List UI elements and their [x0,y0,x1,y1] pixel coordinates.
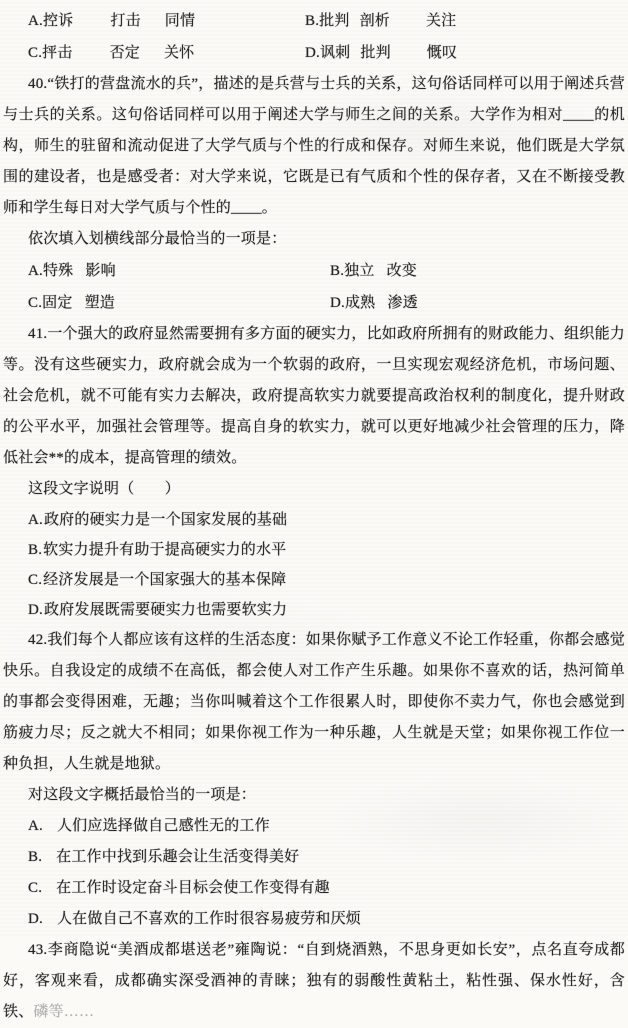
option-a [28,255,330,287]
option-a-label: A.特殊 [28,263,74,279]
option-b-word-2: 改变 [386,263,417,279]
question-42-prompt: 对这段文字概括最恰当的一项是： [28,787,257,803]
question-41-options [3,505,625,625]
option-d-word-3: 慨叹 [426,45,458,61]
question-42-options [3,811,625,935]
option-b-label: B. [28,849,43,865]
option-d [28,904,625,935]
question-43-stem [3,935,625,1028]
option-a-word-2: 影响 [85,263,116,279]
option-c-word-2: 否定 [109,45,140,61]
option-a-label: A.控诉 [28,13,74,29]
option-c-word-2: 塑造 [84,295,115,311]
option-d [28,595,625,625]
question-40-stem: 40.“铁打的营盘流水的兵”，描述的是兵营与士兵的关系，这句俗话同样可以用于阐述兵营与士兵的关系。这句俗话同样可以用于阐述大学与师生之间的关系。大学作为相对____的机构，师生的驻留和流动促进了大学气质与个性的行成和保存。对师生来说，他们既是大学氛围的建设者，也是感受者：对大学来说，它既是已有气质和个性的保存者，又在不断接受教师和学生每日对大学气质与个性的____。 [3,76,625,216]
option-b-label: B.批判 [305,13,350,29]
option-c-label: C.抨击 [28,45,73,61]
option-c-label: C.固定 [28,295,73,311]
option-d-label: D. [28,911,43,927]
option-d-label: D.成熟 [330,295,376,311]
option-c [28,37,305,69]
option-d-word-2: 渗透 [387,295,418,311]
question-39-options-row-1 [3,5,625,37]
option-c-word-3: 关怀 [163,45,195,61]
question-43-clipped-text: 磷等…… [33,1004,95,1020]
question-40-prompt: 依次填入划横线部分最恰当的一项是： [28,231,287,247]
option-b [28,842,625,873]
option-a-text: 人们应选择做自己感性无的工作 [56,818,270,834]
question-39-options-row-2 [3,37,625,69]
option-c [28,565,625,595]
option-a-text: 政府的硬实力是一个国家发展的基础 [43,512,288,528]
option-a-label: A. [28,818,43,834]
question-42-stem: 42.我们每个人都应该有这样的生活态度：如果你赋予工作意义不论工作轻重，你都会感觉快乐。自我设定的成绩不在高低，都会使人对工作产生乐趣。如果你不喜欢的话，热河简单的事都会变得困难，无趣；当你叫喊着这个工作很累人时，即使你不卖力气，你也会感觉到筋疲力尽；反之就大不相同；如果你视工作为一种乐趣，人生就是天堂；如果你视工作位一种负担，人生就是地狱。 [3,632,625,772]
option-a [28,811,625,842]
option-c [28,287,330,319]
option-d-word-2: 批判 [360,45,391,61]
option-a-word-2: 打击 [110,13,141,29]
option-b-label: B.独立 [330,263,375,279]
option-c-text: 经济发展是一个国家强大的基本保障 [43,572,287,588]
option-b-word-3: 关注 [425,13,457,29]
question-40-options-row-2 [3,287,625,319]
option-a [28,5,305,37]
option-b-text: 在工作中找到乐趣会让生活变得美好 [56,849,300,865]
option-c-text: 在工作时设定奋斗目标会使工作变得有趣 [56,880,330,896]
option-b-text: 软实力提升有助于提高硬实力的水平 [43,542,287,558]
option-d-text: 政府发展既需要硬实力也需要软实力 [43,602,288,618]
option-b [305,5,456,37]
option-d [330,287,418,319]
option-d-label: D. [28,602,43,618]
option-d-text: 人在做自己不喜欢的工作时很容易疲劳和厌烦 [56,911,361,927]
question-41-stem: 41.一个强大的政府显然需要拥有多方面的硬实力，比如政府所拥有的财政能力、组织能力等。没有这些硬实力，政府就会成为一个软弱的政府，一旦实现宏观经济危机，市场问题、社会危机，就不可能有实力去解决，政府提高软实力就要提高政治权利的制度化，提升财政的公平水平，加强社会管理等。提高自身的软实力，就可以更好地减少社会管理的压力，降低社会**的成本，提高管理的绩效。 [3,326,625,466]
option-c-label: C. [28,572,43,588]
option-d-label: D.讽刺 [305,45,351,61]
question-43-stem-text: 43.李商隐说“美酒成都堪送老”雍陶说：“自到烧酒熟，不思身更如长安”，点名直夸成都好，客观来看，成都确实深受酒神的青睐；独有的弱酸性黄粘土，粘性强、保水性好，含铁、 [3,942,625,1020]
option-a [28,505,625,535]
option-a-label: A. [28,512,43,528]
option-c [28,873,625,904]
option-a-word-3: 同情 [164,13,196,29]
question-41-prompt: 这段文字说明（ ） [28,481,181,497]
option-b [330,255,417,287]
option-d [305,37,457,69]
question-40-options-row-1 [3,255,625,287]
option-b-label: B. [28,542,43,558]
option-b [28,535,625,565]
option-c-label: C. [28,880,43,896]
option-b-word-2: 剖析 [359,13,390,29]
